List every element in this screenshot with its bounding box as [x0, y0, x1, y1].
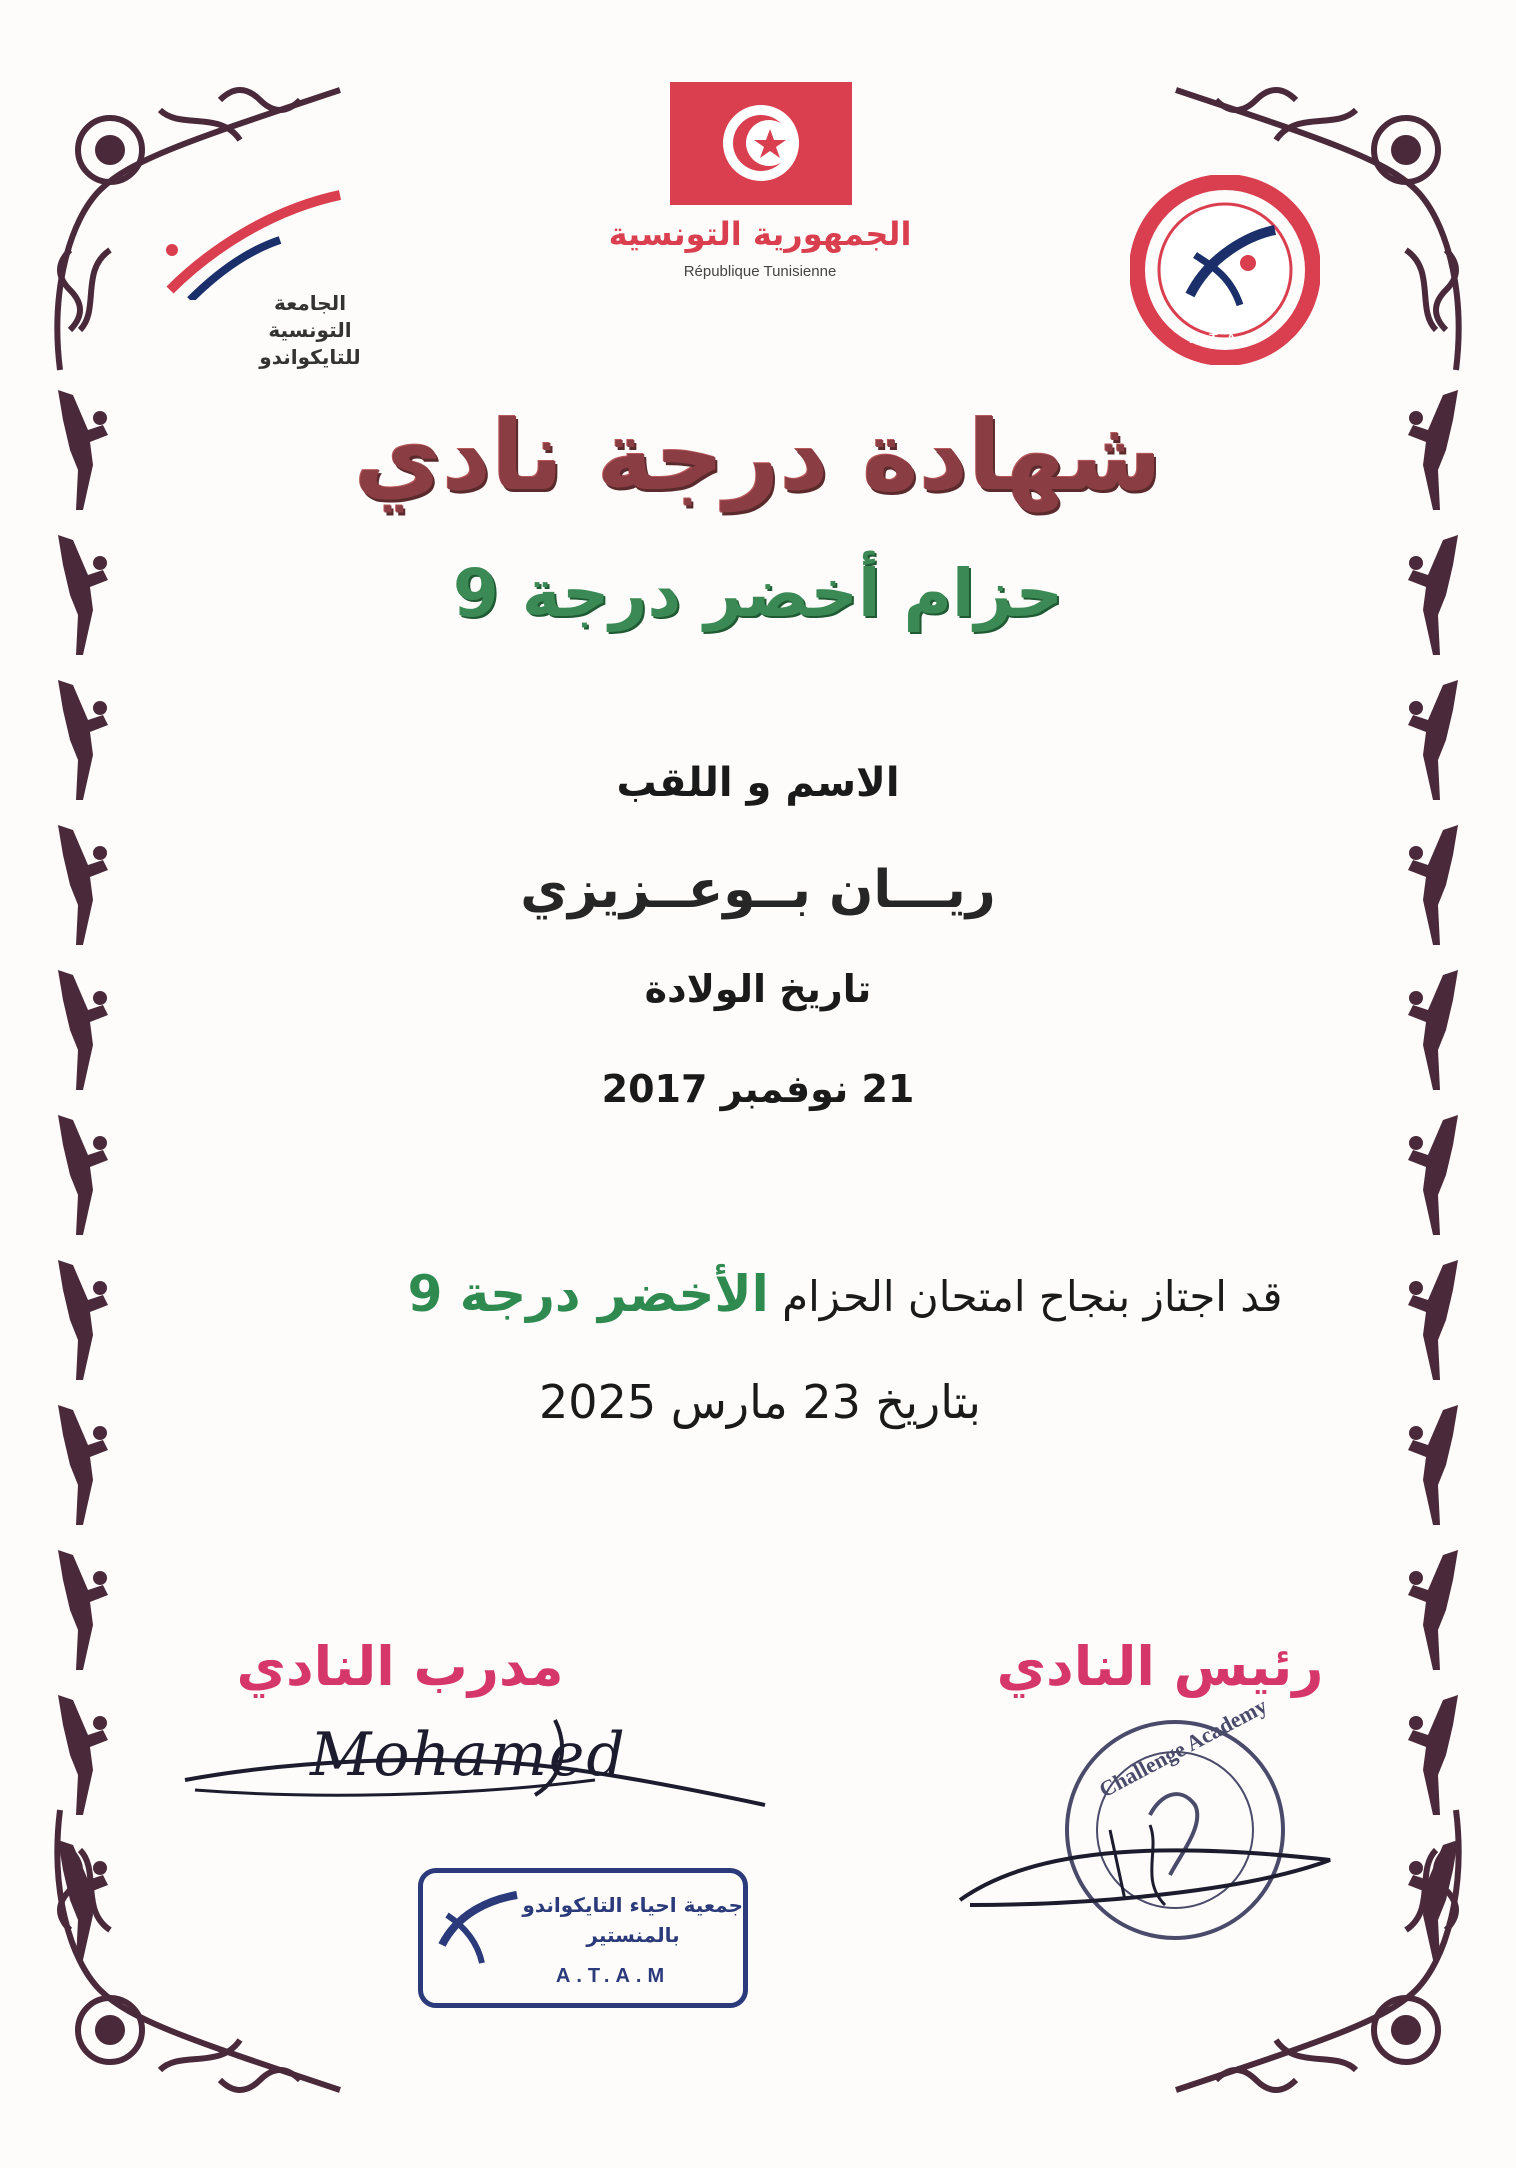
club-stamp-line-3: A.T.A.M	[555, 1965, 671, 1987]
birth-label: تاريخ الولادة	[644, 967, 872, 1011]
flag-emblem-icon	[670, 82, 852, 205]
passed-statement	[380, 1265, 1310, 1323]
federation-logo-icon	[160, 190, 350, 300]
passed-belt: الأخضر درجة 9	[407, 1265, 769, 1323]
challenge-seal-text: Challenge Academy	[1094, 1692, 1272, 1803]
president-signature-icon	[950, 1810, 1340, 1920]
kicker-silhouette-icon	[1398, 815, 1468, 950]
name-value: ريـــان بــوعــزيزي	[520, 860, 996, 920]
federation-logo-text	[255, 290, 365, 371]
kicker-silhouette-icon	[48, 960, 118, 1095]
club-stamp-logo-icon	[437, 1885, 522, 1965]
federation-line-2: التونسية	[268, 318, 352, 342]
coach-signature-name: Mohamed	[310, 1720, 627, 1790]
coach-label: مدرب النادي	[236, 1635, 564, 1698]
kicker-silhouette-icon	[1398, 1830, 1468, 1965]
kicker-silhouette-icon	[48, 1830, 118, 1965]
kicker-silhouette-icon	[48, 1395, 118, 1530]
exam-date: بتاريخ 23 مارس 2025	[539, 1375, 981, 1429]
kicker-silhouette-icon	[48, 1540, 118, 1675]
kicker-silhouette-icon	[1398, 525, 1468, 660]
kicker-silhouette-icon	[1398, 380, 1468, 515]
tunisia-flag	[670, 82, 852, 205]
kicker-silhouette-icon	[48, 1250, 118, 1385]
kicker-silhouette-icon	[1398, 1105, 1468, 1240]
kicker-silhouette-icon	[1398, 1540, 1468, 1675]
club-stamp-line-2: بالمنستير	[586, 1923, 680, 1947]
kicker-silhouette-icon	[48, 380, 118, 515]
passed-text: قد اجتاز بنجاح امتحان الحزام	[782, 1272, 1283, 1321]
republic-arabic-text: الجمهورية التونسية	[608, 215, 912, 253]
kicker-silhouette-icon	[48, 1685, 118, 1820]
kicker-silhouette-icon	[1398, 1685, 1468, 1820]
kicker-silhouette-icon	[1398, 960, 1468, 1095]
kicker-silhouette-icon	[48, 670, 118, 805]
kicker-silhouette-icon	[48, 1105, 118, 1240]
birth-value: 21 نوفمبر 2017	[601, 1067, 915, 1111]
kicker-silhouette-icon	[1398, 670, 1468, 805]
certificate-title: شهادة درجة نادي	[354, 400, 1162, 512]
republic-french-text: République Tunisienne	[683, 263, 837, 280]
kicker-silhouette-icon	[1398, 1395, 1468, 1530]
federation-line-3: للتايكواندو	[259, 345, 361, 369]
name-label: الاسم و اللقب	[616, 760, 900, 806]
kicker-silhouette-icon	[48, 525, 118, 660]
atam-seal-text: A.T.A.M	[1189, 330, 1261, 346]
belt-grade: حزام أخضر درجة 9	[452, 555, 1064, 632]
president-label: رئيس النادي	[996, 1635, 1324, 1698]
kicker-silhouette-icon	[48, 815, 118, 950]
federation-line-1: الجامعة	[273, 291, 347, 315]
kicker-silhouette-icon	[1398, 1250, 1468, 1385]
club-stamp-line-1: جمعية احياء التايكواندو	[522, 1893, 743, 1917]
club-stamp	[418, 1868, 748, 2008]
